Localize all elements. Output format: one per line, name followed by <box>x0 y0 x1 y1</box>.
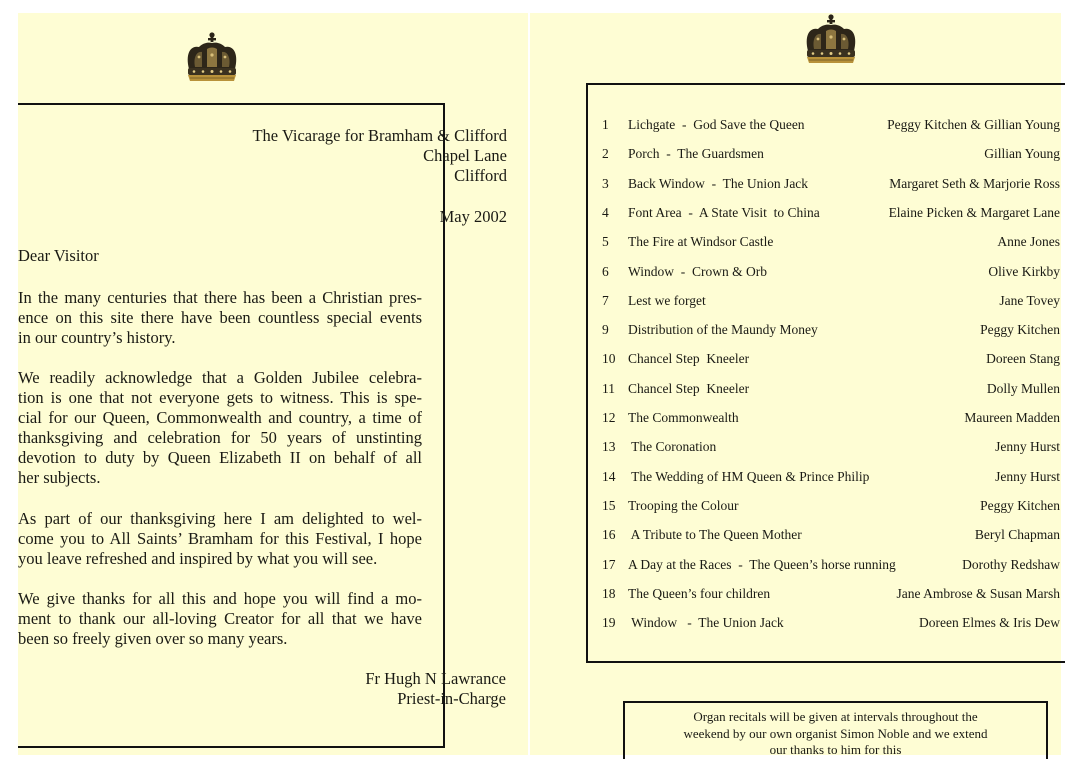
exhibit-row <box>602 584 1060 604</box>
exhibit-title: The Commonwealth <box>628 410 739 425</box>
exhibit-title: Distribution of the Maundy Money <box>628 322 818 338</box>
exhibit-num: 7 <box>602 292 609 308</box>
exhibit-title: Chancel Step Kneeler <box>628 380 750 396</box>
exhibit-title: Trooping the Colour <box>628 497 739 513</box>
exhibit-maker: Dolly Mullen <box>986 380 1060 396</box>
organ-note-line: Organ recitals will be given at intervals throughout the <box>693 709 978 724</box>
exhibit-title: The Coronation <box>628 439 717 455</box>
exhibit-num: 14 <box>602 468 616 484</box>
exhibit-row <box>602 291 1060 311</box>
exhibit-maker: Doreen Elmes & Iris Dew <box>919 615 1060 631</box>
paragraph-line: cial for our Queen, Commonwealth and country, a time of <box>18 408 422 427</box>
paragraph-line: ence on this site there have been countless special events <box>18 308 422 327</box>
exhibit-row <box>602 408 1060 428</box>
exhibit-num: 1 <box>602 117 609 132</box>
exhibit-maker: Beryl Chapman <box>974 527 1060 543</box>
exhibit-maker: Peggy Kitchen <box>980 322 1060 338</box>
signature-title: Priest-in-Charge <box>397 689 506 708</box>
exhibit-title: Font Area - A State Visit to China <box>628 204 820 220</box>
left-page <box>18 13 528 755</box>
exhibit-row <box>602 144 1060 164</box>
paragraph-line: devotion to duty by Queen Elizabeth II on behalf of all <box>18 448 422 467</box>
exhibit-row <box>602 174 1060 194</box>
exhibit-maker: Dorothy Redshaw <box>962 556 1060 572</box>
exhibit-maker: Maureen Madden <box>964 410 1060 425</box>
exhibit-row <box>602 437 1060 457</box>
organ-note-line: our thanks to him for this <box>769 742 902 757</box>
exhibit-maker: Jenny Hurst <box>995 439 1060 455</box>
organ-recital-note <box>623 701 1048 759</box>
exhibit-title: Lest we forget <box>628 292 706 308</box>
exhibit-row <box>602 467 1060 487</box>
exhibit-row <box>602 262 1060 282</box>
signature-block <box>365 669 506 709</box>
exhibit-num: 12 <box>602 410 616 425</box>
exhibit-num: 16 <box>602 527 616 543</box>
exhibit-maker: Peggy Kitchen & Gillian Young <box>887 117 1060 132</box>
exhibit-row <box>602 496 1060 516</box>
paragraph <box>18 288 422 348</box>
paragraph-line: In the many centuries that there has been a Christian pres- <box>18 288 422 307</box>
exhibit-maker: Jane Tovey <box>999 292 1060 308</box>
exhibit-title: Chancel Step Kneeler <box>628 351 750 367</box>
paragraph <box>18 589 422 649</box>
exhibit-maker: Elaine Picken & Margaret Lane <box>888 204 1060 220</box>
exhibit-row <box>602 203 1060 223</box>
exhibit-row <box>602 379 1060 399</box>
address-block <box>252 126 507 186</box>
exhibit-maker: Gillian Young <box>984 146 1060 162</box>
paragraph <box>18 509 422 569</box>
exhibit-num: 3 <box>602 175 609 191</box>
exhibit-row <box>602 525 1060 545</box>
paragraph-line: thanksgiving and celebration for 50 years of unstinting <box>18 428 422 447</box>
exhibit-num: 17 <box>602 556 616 572</box>
paragraph-line: come you to All Saints’ Bramham for this Festival, I hope <box>18 529 422 548</box>
address-line: Chapel Lane <box>423 146 507 165</box>
exhibit-title: Back Window - The Union Jack <box>628 175 809 191</box>
exhibit-num: 15 <box>602 497 616 513</box>
paragraph-line: her subjects. <box>18 468 101 487</box>
exhibit-num: 10 <box>602 351 616 367</box>
crown-icon <box>183 31 241 83</box>
exhibit-title: The Queen’s four children <box>628 585 771 601</box>
exhibit-num: 4 <box>602 204 609 220</box>
paragraph-line: We readily acknowledge that a Golden Jubilee celebra- <box>18 368 422 387</box>
exhibit-row <box>602 232 1060 252</box>
exhibit-num: 2 <box>602 146 609 162</box>
signature-name: Fr Hugh N Lawrance <box>365 669 506 688</box>
exhibit-list-border <box>586 83 1065 663</box>
exhibit-title: The Wedding of HM Queen & Prince Philip <box>628 468 870 484</box>
exhibit-maker: Peggy Kitchen <box>980 497 1060 513</box>
exhibit-maker: Anne Jones <box>997 234 1060 250</box>
right-page <box>530 13 1061 755</box>
paragraph-line: tion is one that not everyone gets to witness. This is spe- <box>18 388 422 407</box>
paragraph-line: We give thanks for all this and hope you will find a mo- <box>18 589 422 608</box>
exhibit-row <box>602 115 1060 135</box>
exhibit-maker: Jane Ambrose & Susan Marsh <box>896 585 1060 601</box>
exhibit-maker: Doreen Stang <box>986 351 1060 367</box>
exhibit-maker: Margaret Seth & Marjorie Ross <box>889 175 1060 191</box>
exhibit-num: 13 <box>602 439 616 455</box>
exhibit-num: 11 <box>602 380 615 396</box>
paragraph <box>18 368 422 488</box>
exhibit-title: Lichgate - God Save the Queen <box>628 117 805 132</box>
exhibit-title: A Tribute to The Queen Mother <box>628 527 802 543</box>
exhibit-title: The Fire at Windsor Castle <box>628 234 774 250</box>
exhibit-title: Window - The Union Jack <box>628 615 784 631</box>
paragraph-line: you leave refreshed and inspired by what you will see. <box>18 549 378 568</box>
address-line: The Vicarage for Bramham & Clifford <box>252 126 507 145</box>
paragraph-line: ment to thank our all-loving Creator for all that we have <box>18 609 422 628</box>
exhibit-row <box>602 613 1060 633</box>
paragraph-line: As part of our thanksgiving here I am delighted to wel- <box>18 509 422 528</box>
salutation: Dear Visitor <box>18 246 99 265</box>
exhibit-num: 19 <box>602 615 616 631</box>
exhibit-title: Window - Crown & Orb <box>628 263 767 279</box>
exhibit-row <box>602 349 1060 369</box>
paragraph-line: in our country’s history. <box>18 328 176 347</box>
exhibit-title: A Day at the Races - The Queen’s horse running <box>628 556 896 572</box>
exhibit-row <box>602 555 1060 575</box>
crown-icon <box>802 13 860 65</box>
address-line: Clifford <box>454 166 507 185</box>
paragraph-line: been so freely given over so many years. <box>18 629 288 648</box>
letter-date: May 2002 <box>439 207 507 226</box>
exhibit-maker: Olive Kirkby <box>988 263 1060 279</box>
exhibit-title: Porch - The Guardsmen <box>628 146 764 162</box>
exhibit-num: 5 <box>602 234 609 250</box>
organ-note-line: weekend by our own organist Simon Noble and we extend <box>683 725 988 741</box>
exhibit-num: 6 <box>602 263 609 279</box>
exhibit-num: 18 <box>602 585 616 601</box>
exhibit-row <box>602 320 1060 340</box>
exhibit-num: 9 <box>602 322 609 338</box>
exhibit-maker: Jenny Hurst <box>995 468 1060 484</box>
